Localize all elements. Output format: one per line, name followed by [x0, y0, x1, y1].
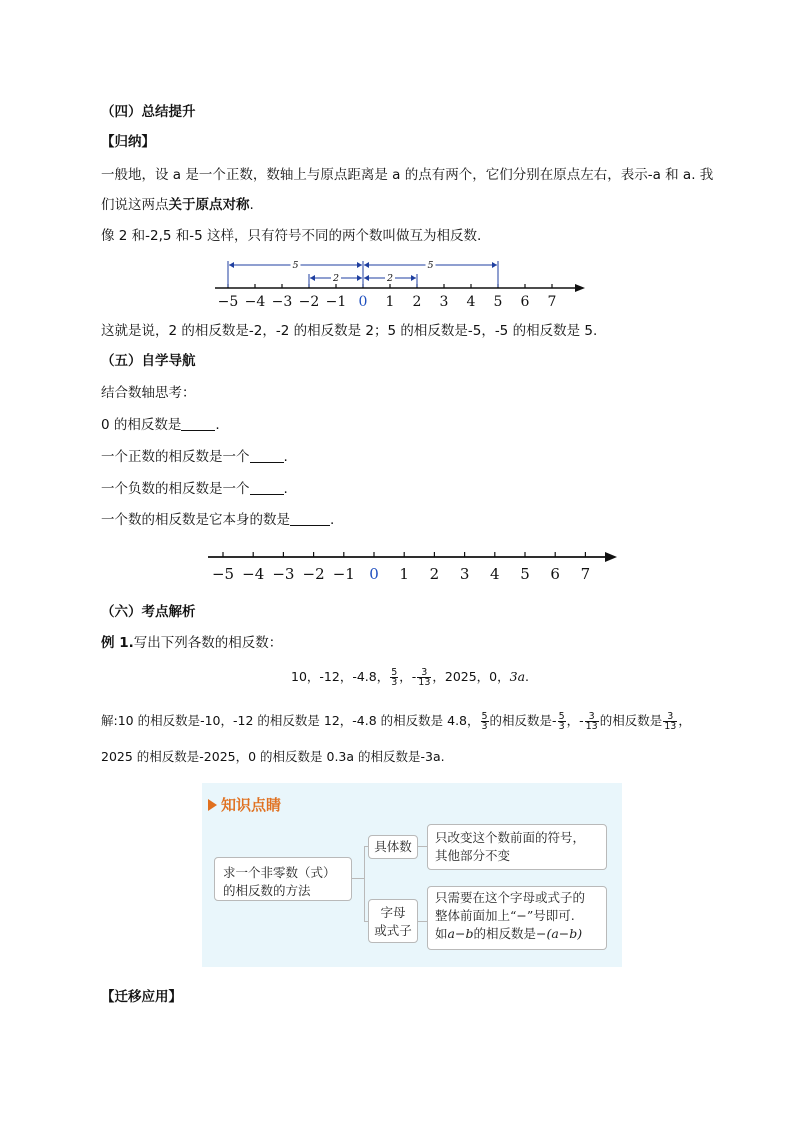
numerator: 3	[417, 668, 431, 678]
solution-text: ，	[678, 713, 691, 728]
connector-line	[352, 878, 364, 879]
text: .	[249, 197, 254, 213]
dimension-arrowhead-icon	[357, 275, 362, 281]
tick-label: 4	[466, 294, 476, 310]
definition-paragraph-line1: 一般地，设 a 是一个正数，数轴上与原点距离是 a 的点有两个，它们分别在原点左右，表示-a 和 a. 我	[101, 167, 714, 183]
tick-label: 6	[520, 294, 530, 310]
expression: a−b	[447, 926, 474, 941]
tick-label: 4	[490, 565, 500, 583]
denominator: 3	[558, 721, 565, 732]
tick-label: 0	[369, 565, 379, 583]
branch-concrete-number: 具体数	[368, 835, 418, 859]
question-text: 一个数的相反数是它本身的数是	[101, 512, 290, 528]
fraction	[585, 712, 599, 731]
axis-arrow-icon	[575, 284, 585, 292]
tick-label: 2	[429, 565, 440, 583]
denominator: 13	[585, 721, 598, 732]
answer-blank[interactable]	[290, 511, 330, 526]
question-zero-opposite	[101, 416, 220, 434]
knowledge-point-box	[202, 783, 622, 967]
tick-label: 3	[439, 294, 449, 310]
opposite-examples-sentence: 这就是说，2 的相反数是-2，-2 的相反数是 2；5 的相反数是-5，-5 的相反数是 5.	[101, 323, 598, 339]
method-root-node	[214, 857, 352, 901]
tick-label: −5	[211, 565, 235, 583]
list-text: .	[525, 669, 530, 684]
dimension-arrowhead-icon	[364, 275, 369, 281]
distance-label: 2	[332, 273, 340, 284]
tick-label: 5	[520, 565, 530, 583]
question-text: 一个负数的相反数是一个	[101, 481, 250, 497]
root-line: 的相反数的方法	[223, 883, 311, 898]
numerator: 5	[391, 667, 398, 678]
dimension-arrowhead-icon	[229, 262, 234, 268]
dimension-arrowhead-icon	[492, 262, 497, 268]
fraction	[481, 712, 489, 731]
denominator: 3	[391, 677, 398, 688]
answer-blank[interactable]	[181, 416, 215, 431]
tick-label: −3	[271, 294, 293, 310]
period: .	[215, 417, 220, 433]
tick-label: −5	[217, 294, 239, 310]
list-text: ，2025，0，	[432, 669, 510, 684]
section-heading-self-study: （五）自学导航	[101, 353, 196, 369]
branch-line: 字母	[380, 905, 406, 920]
knowledge-title	[208, 794, 281, 815]
number-line-1-group	[215, 259, 585, 310]
variable-term: 3a	[509, 669, 526, 684]
number-line-with-distances	[205, 255, 595, 315]
tick-label: −3	[272, 565, 295, 583]
expression: −(a−b)	[535, 926, 583, 941]
triangle-bullet-icon	[208, 799, 217, 811]
axis-arrow-icon	[605, 552, 617, 562]
question-self-opposite	[101, 511, 334, 529]
connector-line	[418, 921, 427, 922]
letter-expression-description	[427, 886, 607, 950]
migration-application-label: 【迁移应用】	[101, 989, 182, 1005]
dimension-arrowhead-icon	[411, 275, 416, 281]
fraction-three-thirteenths	[417, 668, 431, 687]
dimension-arrowhead-icon	[310, 275, 315, 281]
connector-line	[418, 846, 427, 847]
numerator: 5	[481, 711, 488, 722]
connector-line	[364, 846, 365, 922]
tick-label: 6	[550, 565, 560, 583]
period: .	[283, 449, 288, 465]
distance-label: 2	[386, 273, 394, 284]
solution-line2: 2025 的相反数是-2025，0 的相反数是 0.3a 的相反数是-3a.	[101, 749, 445, 764]
solution-text: 解:10 的相反数是-10，-12 的相反数是 12，-4.8 的相反数是 4.8，	[101, 713, 480, 728]
distance-label: 5	[292, 260, 299, 271]
tick-label: −1	[332, 565, 355, 583]
tick-label: 0	[358, 294, 368, 310]
section-heading-summary: （四）总结提升	[101, 104, 196, 120]
question-text: 一个正数的相反数是一个	[101, 449, 250, 465]
question-negative-opposite	[101, 480, 288, 498]
knowledge-title-text: 知识点睛	[221, 796, 282, 814]
answer-blank[interactable]	[250, 448, 284, 463]
denominator: 13	[418, 677, 431, 688]
tick-label: −4	[244, 294, 266, 310]
branch-letter-expression	[368, 899, 418, 943]
desc-text: 如	[435, 926, 448, 941]
list-text: 10，-12，-4.8，	[291, 669, 390, 684]
induction-label: 【归纳】	[101, 134, 155, 150]
tick-label: 1	[399, 565, 409, 583]
example-label: 例 1.	[101, 635, 134, 651]
tick-label: 7	[580, 565, 591, 583]
tick-label: 2	[412, 294, 422, 310]
fraction	[558, 712, 566, 731]
symmetry-term: 关于原点对称	[168, 197, 250, 213]
solution-text: 的相反数是	[599, 713, 663, 728]
numerator: 5	[558, 711, 565, 722]
solution-line1	[101, 712, 691, 731]
tick-label: 1	[385, 294, 395, 310]
example-1-number-list	[291, 668, 529, 687]
tick-label: −4	[242, 565, 265, 583]
desc-text: 的相反数是	[473, 926, 536, 941]
distance-label: 5	[427, 260, 434, 271]
desc-line: 只需要在这个字母或式子的	[435, 890, 586, 905]
question-positive-opposite	[101, 448, 288, 466]
dimension-arrowhead-icon	[357, 262, 362, 268]
question-text: 0 的相反数是	[101, 417, 182, 433]
tick-label: 3	[459, 565, 470, 583]
think-prompt: 结合数轴思考：	[101, 385, 196, 401]
tick-label: −2	[298, 294, 320, 310]
section-heading-analysis: （六）考点解析	[101, 604, 196, 620]
numerator: 3	[663, 712, 677, 722]
root-line: 求一个非零数（式）	[223, 865, 336, 880]
dimension-arrowhead-icon	[364, 262, 369, 268]
answer-blank[interactable]	[250, 480, 284, 495]
tick-label: −1	[325, 294, 347, 310]
definition-paragraph-line2	[101, 196, 254, 214]
desc-line: 其他部分不变	[435, 848, 511, 863]
number-line-2-group	[208, 552, 617, 583]
text: 们说这两点	[101, 197, 169, 213]
solution-text: 的相反数是-	[489, 713, 557, 728]
denominator: 13	[664, 721, 677, 732]
solution-text: ，-	[566, 713, 584, 728]
desc-line	[435, 925, 599, 943]
branch-line: 或式子	[374, 923, 412, 938]
list-text: ，-	[399, 669, 417, 684]
tick-label: 5	[493, 294, 503, 310]
number-line-blank	[200, 545, 625, 587]
tick-label: 7	[547, 294, 557, 310]
example-1-prompt	[101, 634, 282, 652]
concrete-number-description	[427, 824, 607, 870]
denominator: 3	[481, 721, 488, 732]
desc-line: 整体前面加上“−”号即可.	[435, 908, 575, 923]
period: .	[283, 481, 288, 497]
opposite-number-definition: 像 2 和-2,5 和-5 这样，只有符号不同的两个数叫做互为相反数.	[101, 228, 482, 244]
period: .	[330, 512, 335, 528]
numerator: 3	[585, 712, 599, 722]
desc-line: 只改变这个数前面的符号，	[435, 830, 586, 845]
tick-label: −2	[302, 565, 325, 583]
fraction-five-thirds	[390, 668, 398, 687]
fraction	[663, 712, 677, 731]
example-text: 写出下列各数的相反数：	[133, 635, 283, 651]
